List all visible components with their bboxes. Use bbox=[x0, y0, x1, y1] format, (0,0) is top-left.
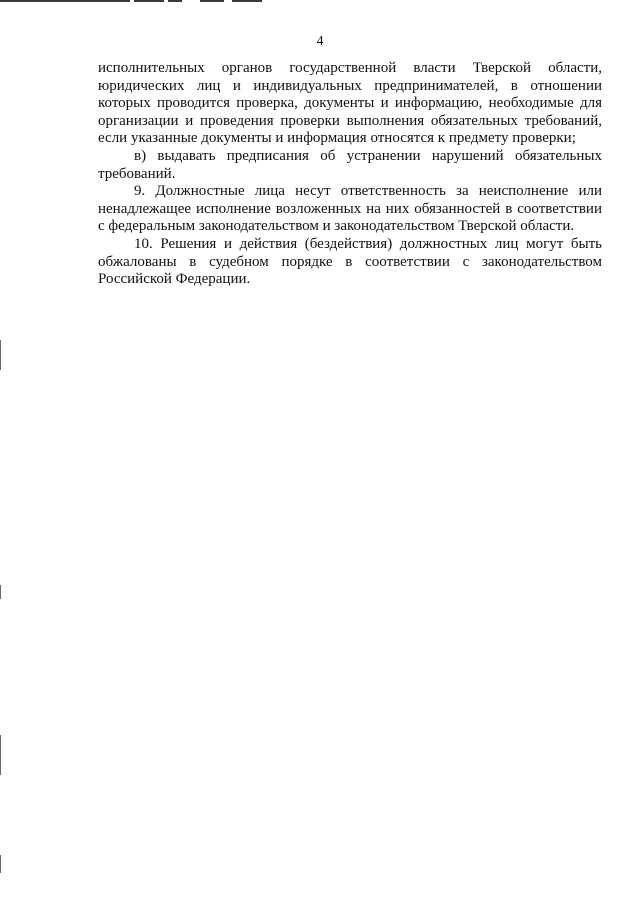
scan-artifact-left-1 bbox=[0, 340, 1, 370]
page-number: 4 bbox=[316, 34, 324, 49]
paragraph-continuation: исполнительных органов государственной власти Тверской области, юридических лиц и индивидуальных предпринимателей, в отношении которых проводится проверка, документы и информацию, необходимые для организации и проведения проверки выполнения обязательных требований, если указанные документы и информация относятся к предмету проверки; bbox=[98, 60, 602, 147]
document-body bbox=[98, 60, 602, 289]
scan-artifact-top-3 bbox=[168, 0, 182, 2]
scan-artifact-left-2 bbox=[0, 585, 1, 599]
scan-artifact-left-3 bbox=[0, 735, 1, 775]
scan-artifact-top-2 bbox=[134, 0, 164, 2]
paragraph-10: 10. Решения и действия (бездействия) должностных лиц могут быть обжалованы в судебном порядке в соответствии с законодательством Российской Федерации. bbox=[98, 235, 602, 288]
scan-artifact-top-4 bbox=[200, 0, 224, 2]
scan-artifact-top-1 bbox=[0, 0, 130, 2]
paragraph-item-v: в) выдавать предписания об устранении нарушений обязательных требований. bbox=[98, 147, 602, 182]
scan-artifact-top-5 bbox=[232, 0, 262, 2]
paragraph-9: 9. Должностные лица несут ответственность за неисполнение или ненадлежащее исполнение возложенных на них обязанностей в соответствии с федеральным законодательством и законодательством Тверской области. bbox=[98, 183, 602, 235]
scan-artifact-left-4 bbox=[0, 855, 1, 873]
